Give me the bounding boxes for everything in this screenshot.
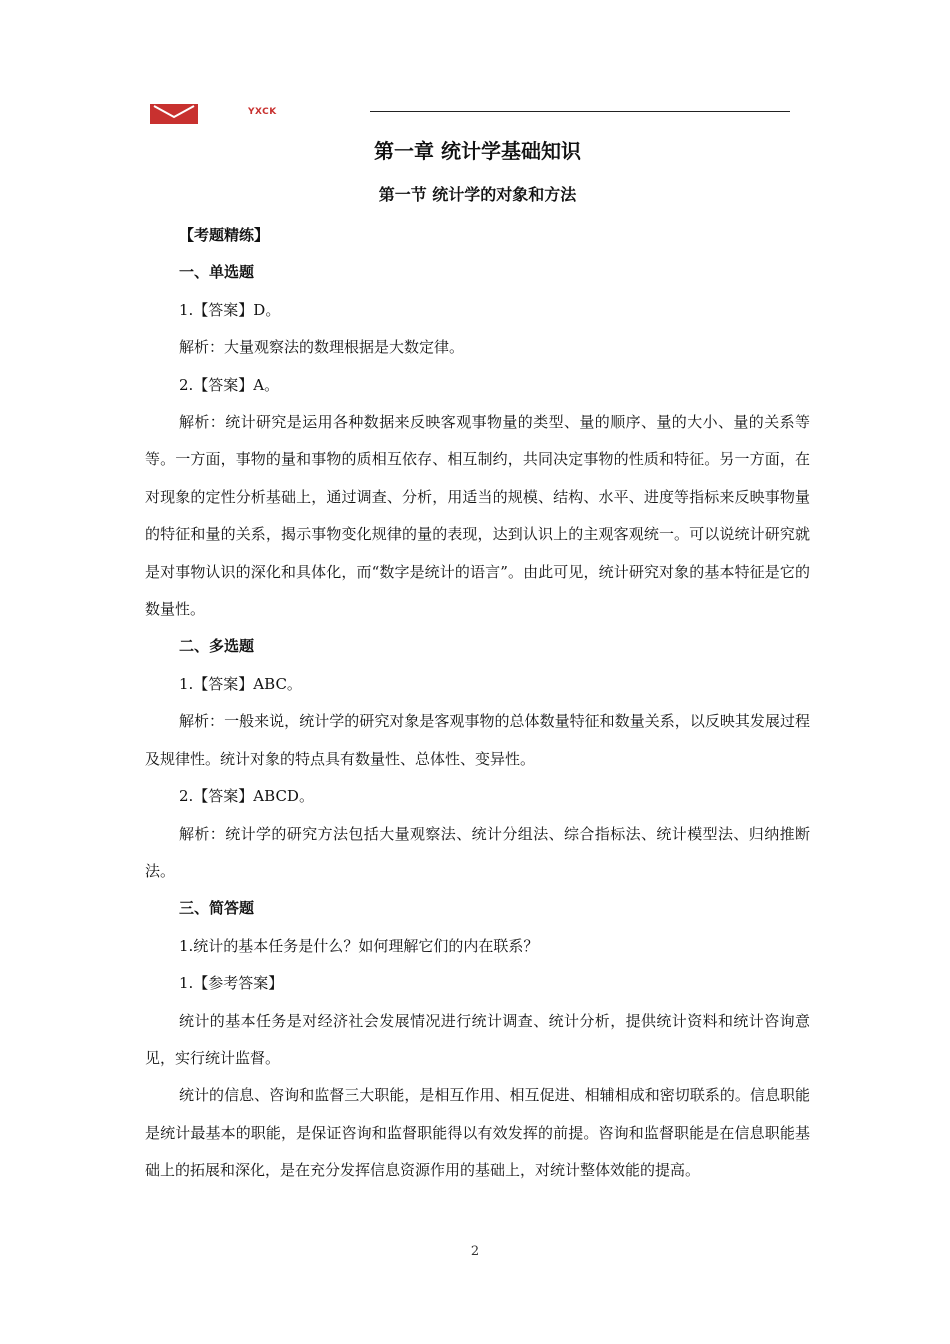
paragraph-list bbox=[145, 217, 810, 1190]
section-title: 第一节 统计学的对象和方法 bbox=[378, 185, 577, 204]
paragraph: 2.【答案】A。 bbox=[179, 375, 280, 394]
paragraph: 2.【答案】ABCD。 bbox=[179, 787, 314, 806]
paragraph: 1.【答案】ABC。 bbox=[179, 674, 302, 693]
logo-envelope-icon bbox=[150, 104, 198, 124]
paragraph: 解析：一般来说，统计学的研究对象是客观事物的总体数量特征和数量关系，以反映其发展过程及规律性。统计对象的特点具有数量性、总体性、变异性。 bbox=[145, 712, 810, 768]
paragraph: 统计的基本任务是对经济社会发展情况进行统计调查、统计分析，提供统计资料和统计咨询意见，实行统计监督。 bbox=[145, 1011, 810, 1067]
paragraph: 1.【参考答案】 bbox=[179, 974, 284, 993]
section-heading: 三、简答题 bbox=[179, 899, 255, 918]
paragraph: 解析：统计研究是运用各种数据来反映客观事物量的类型、量的顺序、量的大小、量的关系等等。一方面，事物的量和事物的质相互依存、相互制约，共同决定事物的性质和特征。另一方面，在对现象的定性分析基础上，通过调查、分析，用适当的规模、结构、水平、进度等指标来反映事物量的特征和量的关系，揭示事物变化规律的量的表现，达到认识上的主观客观统一。可以说统计研究就是对事物认识的深化和具体化，而“数字是统计的语言”。由此可见，统计研究对象的基本特征是它的数量性。 bbox=[145, 413, 810, 619]
paragraph: 1.【答案】D。 bbox=[179, 300, 281, 319]
page-number: 2 bbox=[470, 1244, 480, 1259]
paragraph: 1.统计的基本任务是什么？如何理解它们的内在联系？ bbox=[179, 936, 539, 955]
logo-text: YXCK bbox=[248, 107, 277, 117]
paragraph: 统计的信息、咨询和监督三大职能，是相互作用、相互促进、相辅相成和密切联系的。信息职能是统计最基本的职能，是保证咨询和监督职能得以有效发挥的前提。咨询和监督职能是在信息职能基础上的拓展和深化，是在充分发挥信息资源作用的基础上，对统计整体效能的提高。 bbox=[145, 1086, 810, 1180]
document-body bbox=[145, 130, 810, 1190]
chapter-title: 第一章 统计学基础知识 bbox=[374, 139, 581, 163]
paragraph: 解析：大量观察法的数理根据是大数定律。 bbox=[179, 338, 465, 357]
header-rule bbox=[370, 111, 790, 112]
page-header bbox=[0, 0, 950, 130]
paragraph: 解析：统计学的研究方法包括大量观察法、统计分组法、综合指标法、统计模型法、归纳推断法。 bbox=[145, 824, 810, 880]
section-heading: 二、多选题 bbox=[179, 637, 255, 656]
section-heading: 一、单选题 bbox=[179, 263, 255, 282]
section-heading: 【考题精练】 bbox=[179, 226, 270, 244]
